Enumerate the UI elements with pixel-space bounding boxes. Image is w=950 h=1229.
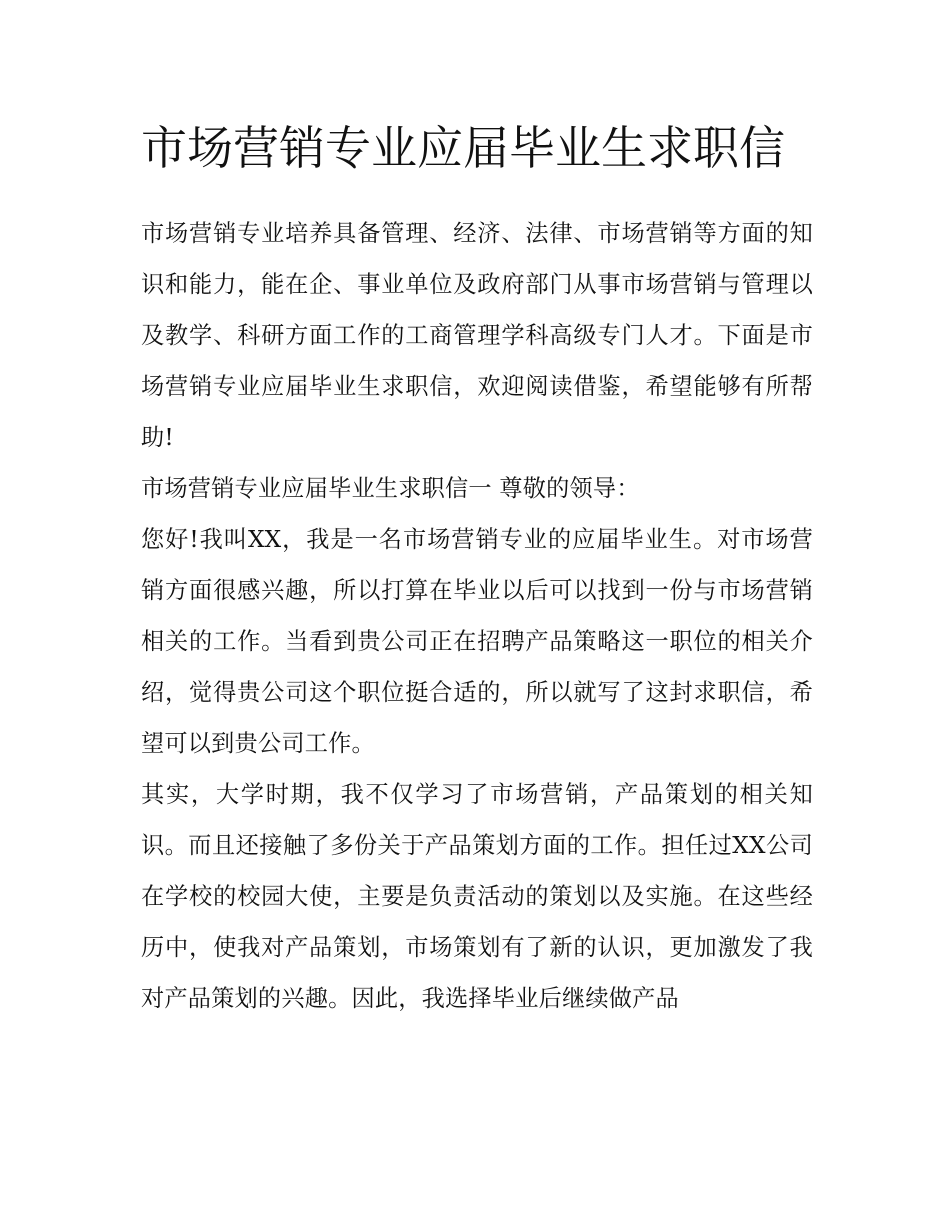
document-body bbox=[141, 112, 813, 1024]
letter-heading-paragraph: 市场营销专业应届毕业生求职信一 尊敬的领导： bbox=[141, 475, 640, 502]
intro-paragraph: 市场营销专业培养具备管理、经济、法律、市场营销等方面的知识和能力，能在企、事业单位及政府部门从事市场营销与管理以及教学、科研方面工作的工商管理学科高级专门人才。下面是市场营销专业应届毕业生求职信，欢迎阅读借鉴，希望能够有所帮助! bbox=[141, 220, 813, 451]
greeting-paragraph: 您好!我叫XX，我是一名市场营销专业的应届毕业生。对市场营销方面很感兴趣，所以打算在毕业以后可以找到一份与市场营销相关的工作。当看到贵公司正在招聘产品策略这一职位的相关介绍，觉得贵公司这个职位挺合适的，所以就写了这封求职信，希望可以到贵公司工作。 bbox=[141, 526, 813, 757]
document-title: 市场营销专业应届毕业生求职信 bbox=[141, 121, 785, 175]
experience-paragraph: 其实，大学时期，我不仅学习了市场营销，产品策划的相关知识。而且还接触了多份关于产品策划方面的工作。担任过XX公司在学校的校园大使，主要是负责活动的策划以及实施。在这些经历中，使我对产品策划，市场策划有了新的认识，更加激发了我对产品策划的兴趣。因此，我选择毕业后继续做产品 bbox=[141, 781, 813, 1012]
